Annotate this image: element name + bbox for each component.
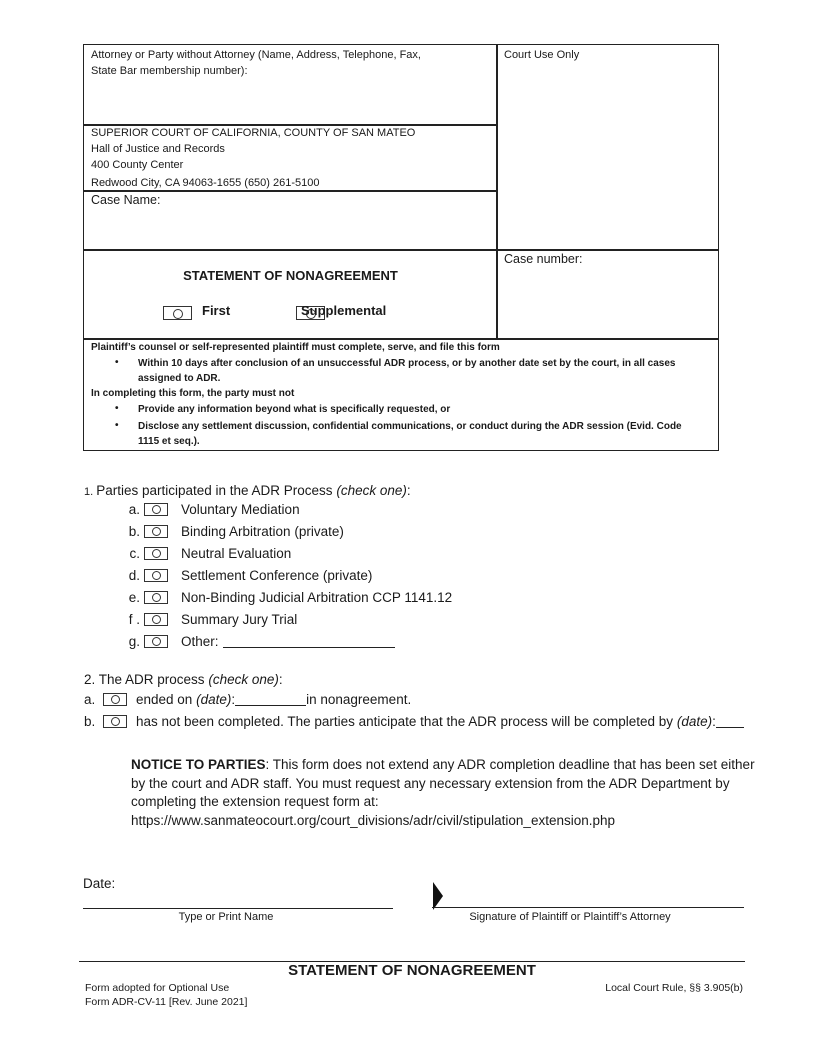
bullet-dot: • (115, 403, 119, 414)
court-building: Hall of Justice and Records (91, 143, 225, 155)
instruction-bullet3-line1: Disclose any settlement discussion, confidential communications, or conduct during the ADR session (Evid. Code (138, 421, 682, 432)
footer-title: STATEMENT OF NONAGREEMENT (288, 962, 536, 979)
instruction-bullet2: Provide any information beyond what is specifically requested, or (138, 404, 451, 415)
notice-paragraph (131, 756, 755, 830)
notice-line1 (131, 756, 755, 775)
section1-check-note: (check one) (336, 483, 407, 498)
section1-heading (84, 483, 411, 498)
option-letter: a. (128, 501, 140, 517)
option-binding-arbitration[interactable] (126, 522, 344, 540)
option-voluntary-mediation[interactable] (126, 500, 300, 518)
name-line[interactable] (83, 908, 393, 909)
supplemental-label: Supplemental (301, 303, 387, 318)
section2-option-b[interactable]: b. has not been completed. The parties anticipate that the ADR process will be completed by (date) : (84, 712, 744, 730)
option-label: Other: (181, 633, 219, 649)
option-b-date-label: (date) (676, 713, 713, 729)
other-text-line[interactable] (223, 634, 395, 648)
option-a-text1: ended on (136, 691, 193, 707)
section1-label: Parties participated in the ADR Process (96, 483, 333, 498)
section2-label: 2. The ADR process (84, 672, 205, 687)
ended-date-line[interactable] (235, 692, 306, 706)
signature-line[interactable] (432, 907, 744, 908)
signature-caption: Signature of Plaintiff or Plaintiff’s Attorney (469, 911, 671, 923)
option-label: Voluntary Mediation (181, 501, 300, 517)
option-neutral-evaluation[interactable] (126, 544, 291, 562)
option-checkbox[interactable] (144, 635, 168, 648)
form-title: STATEMENT OF NONAGREEMENT (183, 268, 398, 283)
option-label: Settlement Conference (private) (181, 567, 373, 583)
attorney-label-line1: Attorney or Party without Attorney (Name, Address, Telephone, Fax, (91, 49, 421, 61)
option-letter: e. (128, 589, 140, 605)
section2-check-note: (check one) (208, 672, 279, 687)
section1-number: 1. (84, 486, 94, 498)
notice-bold: NOTICE TO PARTIES (131, 757, 266, 772)
option-other[interactable] (126, 632, 395, 650)
option-checkbox[interactable] (144, 547, 168, 560)
option-b-text: has not been completed. The parties anticipate that the ADR process will be completed by (136, 713, 674, 729)
option-settlement-conference[interactable] (126, 566, 372, 584)
section2-colon: : (278, 672, 283, 687)
court-name: SUPERIOR COURT OF CALIFORNIA, COUNTY OF SAN MATEO (91, 127, 416, 139)
notice-line3: completing the extension request form at: (131, 794, 379, 809)
attorney-label-line2: State Bar membership number): (91, 65, 248, 77)
instruction-bullet1-line2: assigned to ADR. (138, 373, 221, 384)
footer-form-number: Form ADR-CV-11 [Rev. June 2021] (85, 996, 248, 1008)
option-label: Summary Jury Trial (181, 611, 298, 627)
option-letter: d. (128, 567, 140, 583)
option-checkbox[interactable] (144, 613, 168, 626)
option-checkbox[interactable] (144, 591, 168, 604)
option-judicial-arbitration[interactable] (126, 588, 452, 606)
section2-heading (84, 672, 283, 687)
notice-line2: by the court and ADR staff. You must request any necessary extension from the ADR Department by (131, 775, 730, 791)
section2-option-a[interactable]: a. ended on (date) : in nonagreement. (84, 691, 412, 707)
completion-date-line[interactable] (716, 714, 744, 728)
instruction-bullet1-line1: Within 10 days after conclusion of an unsuccessful ADR process, or by another date set by the court, in all cases (138, 358, 676, 369)
option-label: Non-Binding Judicial Arbitration CCP 1141.12 (181, 589, 453, 605)
option-b-letter: b. (84, 713, 96, 729)
instruction-line2: In completing this form, the party must not (91, 388, 295, 399)
footer-adopted: Form adopted for Optional Use (85, 982, 230, 994)
court-use-only-label: Court Use Only (504, 49, 580, 61)
option-checkbox[interactable] (144, 525, 168, 538)
option-a-text2: in nonagreement. (306, 691, 412, 707)
title-box (83, 249, 498, 340)
notice-line1-text: : This form does not extend any ADR completion deadline that has been set either (265, 757, 755, 772)
first-checkbox[interactable] (163, 306, 192, 320)
option-label: Binding Arbitration (private) (181, 523, 344, 539)
bullet-dot: • (115, 420, 119, 431)
case-name-label: Case Name: (91, 193, 161, 207)
date-label: Date: (83, 876, 116, 891)
first-label: First (202, 303, 231, 318)
option-label: Neutral Evaluation (181, 545, 292, 561)
option-summary-jury-trial[interactable] (126, 610, 297, 628)
option-b-checkbox[interactable] (103, 715, 127, 728)
option-a-date-label: (date) (196, 691, 232, 707)
signature-arrow-icon (432, 882, 444, 910)
bullet-dot: • (115, 357, 119, 368)
court-street: 400 County Center (91, 159, 184, 171)
option-letter: g. (128, 633, 140, 649)
instruction-bullet3-line2: 1115 et seq.). (138, 436, 200, 447)
notice-url[interactable]: https://www.sanmateocourt.org/court_divisions/adr/civil/stipulation_extension.php (131, 812, 616, 828)
case-number-label: Case number: (504, 252, 583, 266)
option-checkbox[interactable] (144, 569, 168, 582)
instruction-line1: Plaintiff’s counsel or self-represented plaintiff must complete, serve, and file this form (91, 342, 500, 353)
option-letter: b. (128, 523, 140, 539)
option-letter: f . (128, 611, 140, 627)
section1-colon: : (406, 483, 411, 498)
name-caption: Type or Print Name (178, 911, 274, 923)
option-checkbox[interactable] (144, 503, 168, 516)
option-a-letter: a. (84, 691, 96, 707)
option-a-checkbox[interactable] (103, 693, 127, 706)
footer-court-rule: Local Court Rule, §§ 3.905(b) (605, 982, 743, 994)
court-use-box (496, 44, 719, 251)
court-city-phone: Redwood City, CA 94063-1655 (650) 261-5100 (91, 177, 320, 189)
option-letter: c. (129, 545, 140, 561)
